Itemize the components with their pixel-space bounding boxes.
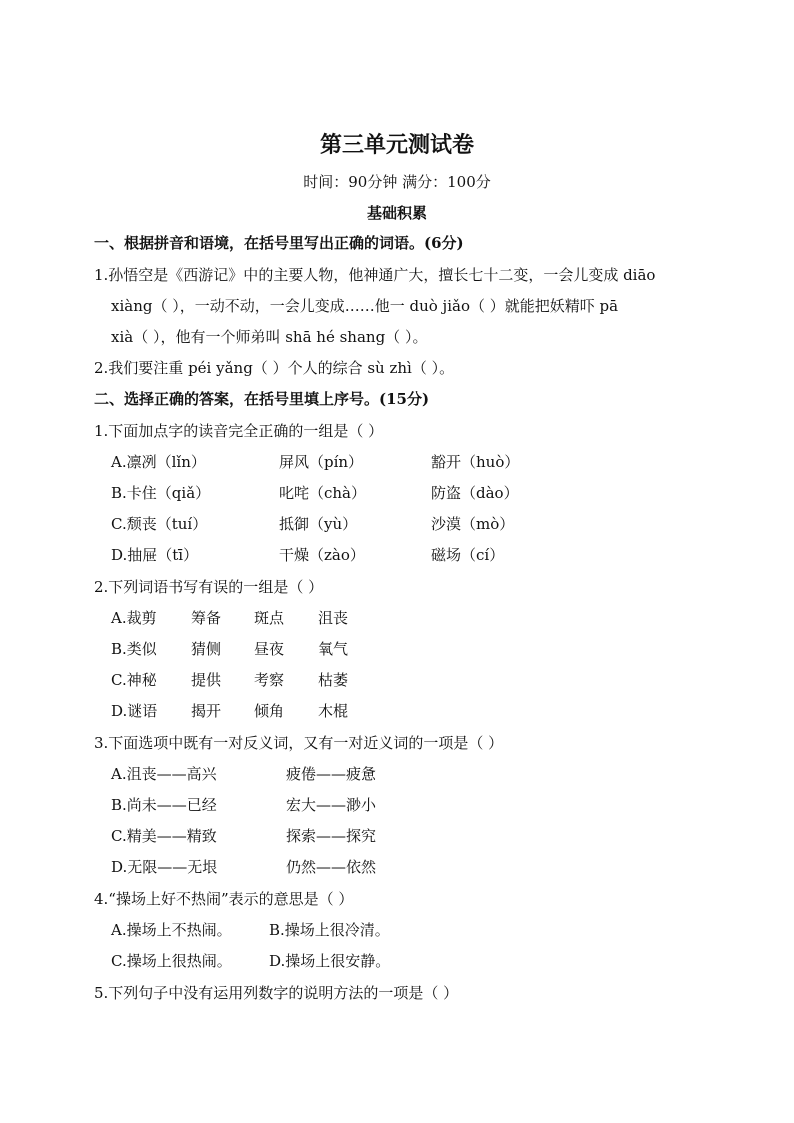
option-cell: B.卡住（qiǎ）	[111, 484, 211, 502]
question-stem: 2.下列词语书写有误的一组是（ ）	[94, 578, 324, 596]
part1-q1-line1: 1.孙悟空是《西游记》中的主要人物，他神通广大，擅长七十二变，一会儿变成 diāo	[94, 266, 656, 284]
option-cell: 沙漠（mò）	[431, 515, 515, 533]
option-cell: 防盗（dào）	[431, 484, 519, 502]
option-cell: 猜侧	[191, 640, 222, 658]
option-cell: D.操场上很安静。	[269, 952, 391, 970]
option-cell: B.操场上很冷清。	[269, 921, 390, 939]
part1-q2: 2.我们要注重 péi yǎng（ ）个人的综合 sù zhì（ ）。	[94, 359, 455, 377]
question-stem: 1.下面加点字的读音完全正确的一组是（ ）	[94, 422, 384, 440]
page-title: 第三单元测试卷	[319, 132, 474, 158]
part2-heading: 二、选择正确的答案，在括号里填上序号。(15分)	[94, 390, 430, 408]
option-cell: D.谜语	[111, 702, 158, 720]
option-cell: 考察	[254, 671, 285, 689]
question-stem: 4.“操场上好不热闹”表示的意思是（ ）	[94, 890, 354, 908]
option-cell: 沮丧	[318, 609, 349, 627]
option-cell: 枯萎	[318, 671, 349, 689]
option-cell: 探索——探究	[286, 827, 377, 845]
option-cell: 倾角	[254, 702, 285, 720]
option-cell: B.类似	[111, 640, 157, 658]
option-cell: 氧气	[318, 640, 349, 658]
option-cell: 叱咤（chà）	[279, 484, 367, 502]
option-cell: 仍然——依然	[286, 858, 377, 876]
part1-q1-line2: xiàng（ ），一动不动，一会儿变成……他一 duò jiǎo（ ）就能把妖精吓 pā	[111, 297, 619, 315]
option-cell: A.裁剪	[111, 609, 157, 627]
option-cell: 豁开（huò）	[431, 453, 520, 471]
option-cell: 昼夜	[254, 640, 285, 658]
question-stem: 5.下列句子中没有运用列数字的说明方法的一项是（ ）	[94, 984, 459, 1002]
option-cell: D.抽屉（tī）	[111, 546, 199, 564]
question-stem: 3.下面选项中既有一对反义词，又有一对近义词的一项是（ ）	[94, 734, 504, 752]
option-cell: 木棍	[318, 702, 349, 720]
option-cell: 提供	[191, 671, 222, 689]
option-cell: C.颓丧（tuí）	[111, 515, 208, 533]
option-cell: 斑点	[254, 609, 285, 627]
option-cell: 揭开	[191, 702, 222, 720]
option-cell: 疲倦——疲惫	[286, 765, 377, 783]
part1-heading: 一、根据拼音和语境，在括号里写出正确的词语。(6分)	[94, 234, 464, 252]
option-cell: A.操场上不热闹。	[111, 921, 232, 939]
option-cell: 屏风（pín）	[279, 453, 364, 471]
option-cell: 抵御（yù）	[279, 515, 358, 533]
option-cell: A.沮丧——高兴	[111, 765, 217, 783]
option-cell: C.操场上很热闹。	[111, 952, 232, 970]
exam-meta: 时间：90分钟 满分：100分	[303, 173, 491, 191]
option-cell: C.精美——精致	[111, 827, 217, 845]
option-cell: B.尚未——已经	[111, 796, 217, 814]
option-cell: 宏大——渺小	[286, 796, 377, 814]
option-cell: 筹备	[191, 609, 222, 627]
section-heading: 基础积累	[366, 204, 427, 222]
option-cell: D.无限——无垠	[111, 858, 218, 876]
option-cell: A.凛冽（lǐn）	[111, 453, 206, 471]
part1-q1-line3: xià（ ），他有一个师弟叫 shā hé shang（ ）。	[111, 328, 428, 346]
option-cell: 磁场（cí）	[431, 546, 505, 564]
option-cell: 干燥（zào）	[279, 546, 365, 564]
option-cell: C.神秘	[111, 671, 157, 689]
